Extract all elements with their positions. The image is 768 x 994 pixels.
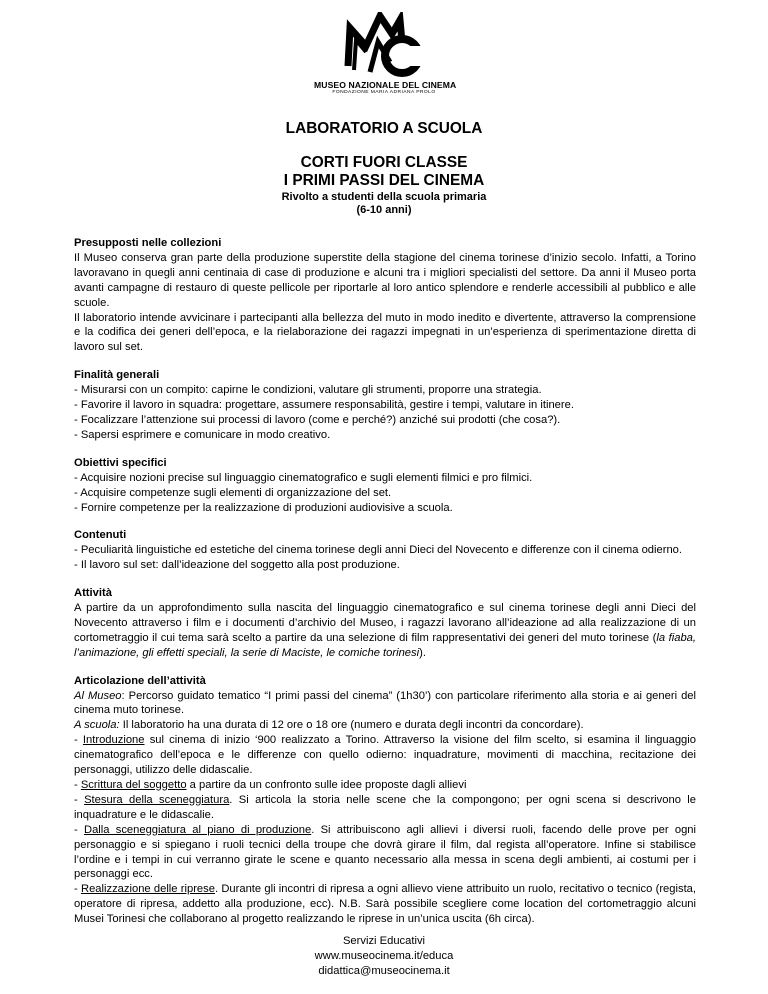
realizzazione-label: Realizzazione delle riprese [80, 883, 215, 896]
main-title [0, 154, 768, 190]
section-heading: Articolazione dell’attività [74, 674, 206, 687]
footer-email-link[interactable]: didattica@museocinema.it [318, 965, 450, 977]
section-finalita [74, 368, 696, 443]
attivita-text: A partire da un approfondimento sulla nascita del linguaggio cinematografico e sul cinema torinese degli anni Dieci del Novecento attraverso i film e i documenti d’archivio del Museo, i ragazzi lavorano all’ideazione ad alla realizzazione di un cortometraggio il cui tema sarà scelto a partire da una selezione di film rappresentativi dei generi del muto torinese ( [74, 602, 696, 644]
scuola-text: Il laboratorio ha una durata di 12 ore o 18 ore (numero e durata degli incontri da concordare). [119, 719, 584, 732]
section-obiettivi [74, 456, 696, 516]
document-body [74, 236, 696, 927]
logo-museum-name: MUSEO NAZIONALE DEL CINEMA [314, 80, 457, 90]
list-item: - Focalizzare l’attenzione sui processi di lavoro (come e perché?) anziché sui prodotti (che cosa?). [74, 413, 561, 426]
section-articolazione [74, 674, 696, 927]
subtitle [0, 191, 768, 217]
logo-foundation-name: FONDAZIONE MARIA ADRIANA PROLO [332, 90, 436, 95]
realizzazione-text: . Durante gli incontri di ripresa a ogni allievo viene attribuito un ruolo, recitativo o tecnico (regista, operatore di ripresa, addetto alla produzione, ecc). N.B. Sarà possibile scegliere come location del cortometraggio alcuni Musei Torinesi che collaborano al progetto realizzando le riprese in un’unica uscita (6h circa). [74, 883, 697, 926]
title-passi: I PRIMI PASSI DEL CINEMA [283, 172, 485, 189]
footer [0, 934, 768, 979]
section-heading: Contenuti [74, 529, 127, 542]
subtitle-eta: (6-10 anni) [356, 204, 412, 216]
list-item: - Dalla sceneggiatura al piano di produzione. Si attribuiscono agli allievi i diversi ruoli, facendo delle prove per ogni personaggio e si spiegano i ruoli tecnici della troupe che dovrà girare il film, dal regista all’operatore. Infine si stabilisce l’ordine e i tempi in cui verranno girate le scene e quanto necessario alla messa in scena degli ambienti, ai costumi per i personaggi ecc. [74, 823, 696, 881]
scuola-label: A scuola: [74, 719, 120, 732]
title-corti: CORTI FUORI CLASSE [300, 154, 468, 171]
list-item: - Misurarsi con un compito: capirne le condizioni, valutare gli strumenti, proporre una strategia. [74, 384, 542, 397]
list-item: - Stesura della sceneggiatura. Si articola la storia nelle scene che la compongono; per ogni scena si descrivono le inquadrature e le didascalie. [74, 793, 696, 821]
dalla-label: Dalla sceneggiatura al piano di produzione [83, 823, 312, 836]
list-item: - Fornire competenze per la realizzazione di produzioni audiovisive a scuola. [74, 501, 453, 514]
section-heading: Presupposti nelle collezioni [74, 237, 222, 249]
scrittura-label: Scrittura del soggetto [80, 779, 187, 791]
paragraph [74, 601, 696, 661]
attivita-end: ). [419, 646, 426, 659]
section-attivita [74, 586, 696, 661]
list-item: - Acquisire competenze sugli elementi di organizzazione del set. [74, 486, 392, 499]
intro-label: Introduzione [82, 734, 145, 747]
list-item: - Realizzazione delle riprese. Durante gli incontri di ripresa a ogni allievo viene attribuito un ruolo, recitativo o tecnico (regista, operatore di ripresa, addetto alla produzione, ecc). N.B. Sarà possibile scegliere come location del cortometraggio alcuni Musei Torinesi che collaborano al progetto realizzando le riprese in un’unica uscita (6h circa). [74, 883, 697, 926]
section-contenuti [74, 528, 696, 573]
museo-label: Al Museo [74, 689, 122, 702]
paragraph: Il laboratorio intende avvicinare i partecipanti alla bellezza del muto in modo inedito e divertente, attraverso la comprensione e la codifica dei generi dell’epoca, e la rielaborazione dei ragazzi impegnati in un’esperienza di sperimentazione diretta di lavoro sul set. [74, 311, 696, 354]
section-heading: Finalità generali [74, 369, 160, 382]
list-item: - Acquisire nozioni precise sul linguaggio cinematografico e sugli elementi filmici e pro filmici. [74, 471, 533, 484]
list-item: - Scrittura del soggetto a partire da un confronto sulle idee proposte dagli allievi [74, 779, 467, 791]
list-item: - Sapersi esprimere e comunicare in modo creativo. [74, 428, 331, 441]
list-item: - Favorire il lavoro in squadra: progettare, assumere responsabilità, gestire i tempi, valutare in itinere. [74, 399, 574, 412]
subtitle-rivolto: Rivolto a studenti della scuola primaria [281, 191, 487, 203]
mnc-logo-icon [340, 12, 428, 78]
list-item: - Il lavoro sul set: dall’ideazione del soggetto alla post produzione. [74, 559, 400, 572]
section-heading: Obiettivi specifici [74, 456, 167, 469]
section-heading: Attività [74, 587, 112, 600]
footer-website-link[interactable]: www.museocinema.it/educa [314, 950, 454, 962]
lab-title: LABORATORIO A SCUOLA [285, 120, 483, 137]
list-item: - Peculiarità linguistiche ed estetiche del cinema torinese degli anni Dieci del Novecento e differenze con il cinema odierno. [74, 544, 682, 557]
footer-department: Servizi Educativi [342, 935, 426, 947]
section-presupposti [74, 236, 696, 355]
stesura-text: . Si articola la storia nelle scene che la compongono; per ogni scena si descrivono le inquadrature e le didascalie. [74, 793, 696, 821]
museo-text: : Percorso guidato tematico “I primi passi del cinema” (1h30’) con particolare riferimento alla storia e ai generi del cinema muto torinese. [74, 689, 696, 717]
stesura-label: Stesura della sceneggiatura [84, 793, 230, 806]
attivita-genres: la fiaba, l’animazione, gli effetti speciali, la serie di Maciste, le comiche torinesi [74, 631, 697, 659]
museum-logo [314, 12, 457, 106]
paragraph [74, 689, 696, 719]
paragraph [74, 718, 696, 733]
list-item: - Introduzione sul cinema di inizio ‘900 realizzato a Torino. Attraverso la visione del film scelto, si esamina il linguaggio cinematografico dell’epoca e le differenze con quello odierno: inquadrature, movimenti di macchina, recitazione dei personaggi, utilizzo delle didascalie. [74, 734, 696, 777]
dalla-text: . Si attribuiscono agli allievi i diversi ruoli, facendo delle prove per ogni personaggio e si spiegano i ruoli tecnici della troupe che dovrà girare il film, dal regista all’operatore. Infine si stabilisce l’ordine e i tempi in cui verranno girate le scene e quanto necessario alla messa in scena degli ambienti, ai costumi per i personaggi ecc. [74, 823, 696, 881]
scrittura-text: a partire da un confronto sulle idee proposte dagli allievi [186, 779, 467, 791]
paragraph: Il Museo conserva gran parte della produzione superstite della stagione del cinema torinese d’inizio secolo. Infatti, a Torino lavoravano in quegli anni centinaia di case di produzione e alcuni tra i migliori specialisti del settore. Da anni il Museo porta avanti campagne di restauro di queste pellicole per riportarle al loro antico splendore e renderle accessibili al pubblico e alle scuole. [74, 251, 696, 309]
intro-text: sul cinema di inizio ‘900 realizzato a Torino. Attraverso la visione del film scelto, si esamina il linguaggio cinematografico dell’epoca e le differenze con quello odierno: inquadrature, movimenti di macchina, recitazione dei personaggi, utilizzo delle didascalie. [74, 734, 696, 777]
